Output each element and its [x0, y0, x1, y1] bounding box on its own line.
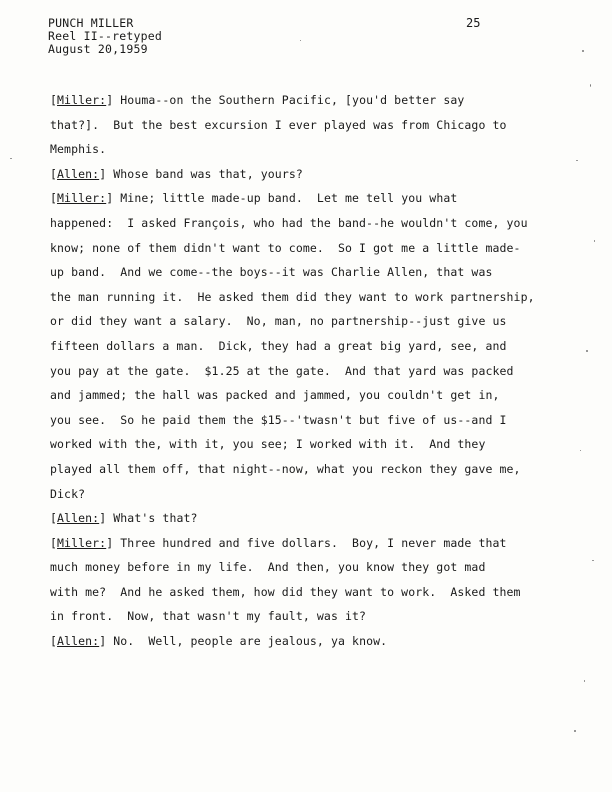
line-text: that?]. But the best excursion I ever played was from Chicago to: [50, 117, 507, 132]
line-text: you see. So he paid them the $15--'twasn't but five of us--and I: [50, 412, 507, 427]
line-text: with me? And he asked them, how did they want to work. Asked them: [50, 584, 521, 599]
document-header: [48, 17, 162, 56]
transcript-line: [50, 555, 530, 580]
transcript-line: [50, 408, 530, 433]
line-text: or did they want a salary. No, man, no partnership--just give us: [50, 314, 507, 329]
speaker-turn: [50, 186, 535, 506]
speaker-label: Allen:: [57, 511, 100, 526]
scan-edge-noise: [564, 40, 604, 760]
speaker-bracket-open: [: [50, 535, 58, 550]
line-text: up band. And we come--the boys--it was Charlie Allen, that was: [50, 265, 493, 280]
speaker-bracket-open: [: [50, 634, 58, 649]
speaker-label: Allen:: [57, 166, 100, 181]
speaker-label: Allen:: [57, 634, 100, 649]
line-text: in front. Now, that wasn't my fault, was it?: [50, 609, 367, 624]
line-text: and jammed; the hall was packed and jammed, you couldn't get in,: [50, 388, 500, 403]
line-text: What's that?: [113, 511, 198, 526]
speaker-turn: [50, 88, 530, 162]
transcript-line: [50, 113, 530, 138]
line-text: No. Well, people are jealous, ya know.: [113, 634, 388, 649]
speaker-turn: [50, 629, 530, 654]
line-text: Memphis.: [50, 142, 107, 157]
speaker-bracket-open: [: [50, 166, 58, 181]
transcript-line: [50, 236, 530, 261]
speaker-turn: [50, 531, 530, 629]
line-text: Whose band was that, yours?: [113, 166, 303, 181]
speaker-bracket-open: [: [50, 93, 58, 107]
speaker-bracket-open: [: [50, 511, 58, 526]
speaker-bracket-close: ]: [99, 166, 114, 181]
transcript-line: [50, 334, 530, 359]
transcript-line: [50, 580, 530, 605]
speaker-turn: [50, 162, 530, 187]
speaker-bracket-close: ]: [99, 634, 114, 649]
line-text: know; none of them didn't want to come. So I got me a little made-: [50, 240, 521, 255]
line-text: played all them off, that night--now, what you reckon they gave me,: [50, 461, 521, 476]
transcript-line: [50, 211, 530, 236]
line-text: worked with the, with it, you see; I worked with it. And they: [50, 437, 486, 452]
transcript-line: [50, 137, 530, 162]
speaker-turn: [50, 506, 530, 531]
page-number: 25: [466, 16, 481, 30]
line-text: the man running it. He asked them did they want to work partnership,: [50, 289, 535, 304]
transcript-line: [50, 482, 530, 507]
scan-speck: [300, 40, 301, 41]
transcript-line: [50, 309, 530, 334]
line-text: Three hundred and five dollars. Boy, I never made that: [120, 535, 507, 550]
transcript-line: [50, 162, 530, 187]
reel-label: Reel II--retyped: [48, 29, 162, 43]
transcript-line: [50, 457, 530, 482]
speaker-label: Miller:: [57, 535, 107, 550]
speaker-label: Miller:: [57, 93, 107, 107]
transcript-line: [50, 359, 530, 384]
line-text: fifteen dollars a man. Dick, they had a great big yard, see, and: [50, 338, 507, 353]
transcript-line: [50, 506, 530, 531]
line-text: much money before in my life. And then, you know they got mad: [50, 560, 486, 575]
speaker-bracket-open: [: [50, 191, 58, 206]
transcript-line: [50, 432, 530, 457]
line-text: happened: I asked François, who had the band--he wouldn't come, you: [50, 215, 528, 230]
speaker-bracket-close: ]: [99, 511, 114, 526]
transcript-line: [50, 285, 535, 310]
transcript-line: [50, 604, 530, 629]
transcript-line: [50, 260, 530, 285]
transcript-line: [50, 88, 530, 113]
transcript-line: [50, 383, 530, 408]
line-text: Dick?: [50, 486, 86, 501]
interviewee-name: PUNCH MILLER: [48, 16, 134, 30]
transcript-line: [50, 629, 530, 654]
speaker-bracket-close: ]: [106, 535, 121, 550]
scan-speck: [10, 158, 12, 159]
speaker-bracket-close: ]: [106, 191, 121, 206]
line-text: Houma--on the Southern Pacific, [you'd better say: [120, 93, 465, 107]
interview-date: August 20,1959: [48, 42, 148, 56]
transcript-body: [50, 88, 535, 654]
speaker-label: Miller:: [57, 191, 107, 206]
line-text: Mine; little made-up band. Let me tell you what: [120, 191, 458, 206]
transcript-line: [50, 186, 530, 211]
speaker-bracket-close: ]: [106, 93, 121, 107]
line-text: you pay at the gate. $1.25 at the gate. And that yard was packed: [50, 363, 514, 378]
transcript-line: [50, 531, 530, 556]
